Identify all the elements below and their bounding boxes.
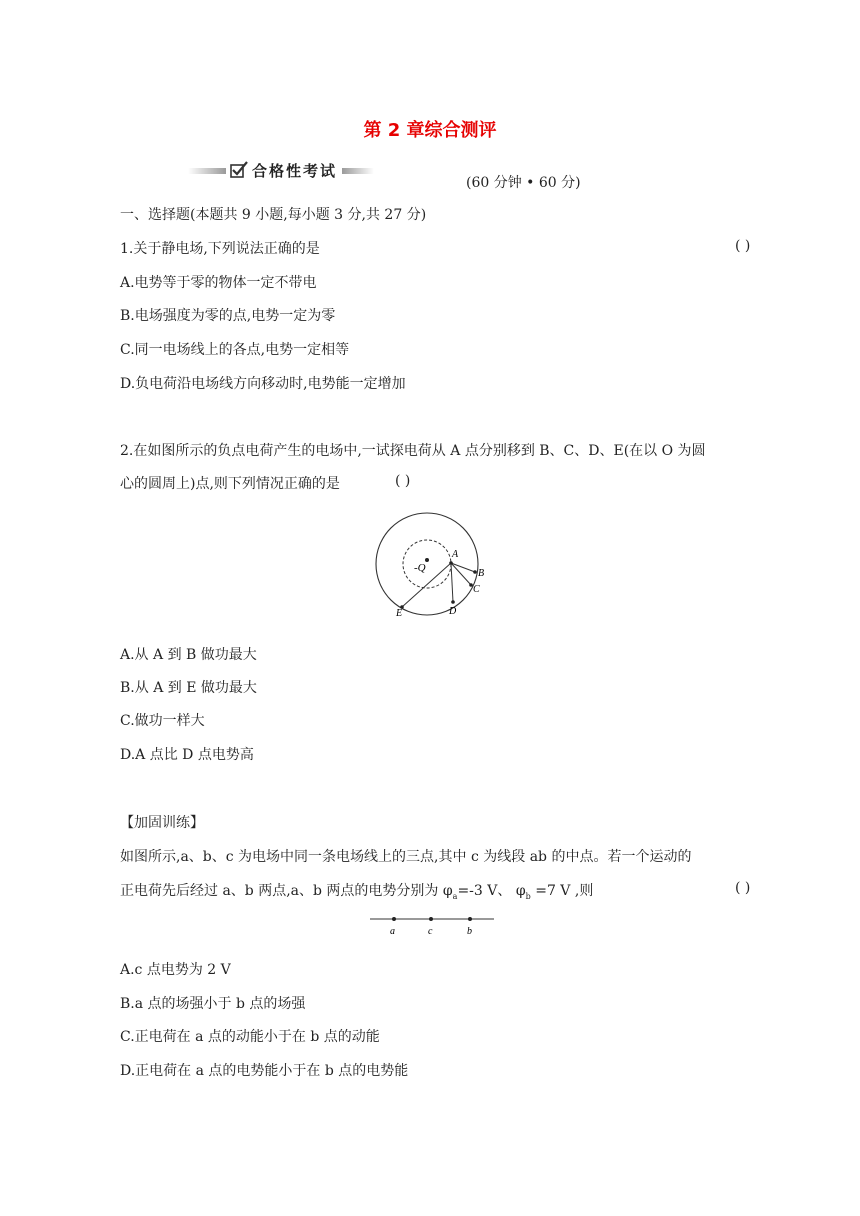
line-a-e — [402, 563, 451, 607]
banner-label: 合格性考试 — [252, 162, 338, 180]
stem-text-part3: =7 V ,则 — [530, 883, 594, 899]
banner-decor-right — [342, 168, 374, 174]
label-d: D — [449, 606, 457, 617]
label-a: A — [452, 549, 459, 560]
reinforce-option-b: B.a 点的场强小于 b 点的场强 — [120, 996, 306, 1012]
q1-stem: 1.关于静电场,下列说法正确的是 — [120, 241, 320, 257]
point-a-dot — [392, 917, 396, 921]
q2-stem-line1: 2.在如图所示的负点电荷产生的电场中,一试探电荷从 A 点分别移到 B、C、D、E(在以 O 为圆 — [120, 443, 706, 459]
q1-option-d: D.负电荷沿电场线方向移动时,电势能一定增加 — [120, 376, 406, 392]
reinforce-stem-line2 — [120, 880, 593, 901]
q2-stem-line2: 心的圆周上)点,则下列情况正确的是 — [120, 476, 340, 492]
q2-option-a: A.从 A 到 B 做功最大 — [120, 647, 257, 663]
charge-label: -Q — [414, 562, 426, 574]
q1-answer-blank: ( ) — [735, 238, 751, 254]
reinforce-stem-line1: 如图所示,a、b、c 为电场中同一条电场线上的三点,其中 c 为线段 ab 的中点。若一个运动的 — [120, 849, 692, 865]
reinforce-answer-blank: ( ) — [735, 880, 751, 896]
point-a — [449, 561, 453, 565]
stem-text-part2: =-3 V、 φ — [457, 883, 526, 899]
page-title: 第 2 章综合测评 — [363, 120, 497, 141]
label-b-small: b — [467, 926, 472, 937]
checkbox-check-icon — [230, 161, 248, 183]
q2-option-b: B.从 A 到 E 做功最大 — [120, 680, 257, 696]
inner-dashed-circle — [403, 540, 451, 588]
reinforce-option-c: C.正电荷在 a 点的动能小于在 b 点的动能 — [120, 1029, 380, 1045]
stem-text-part1: 正电荷先后经过 a、b 两点,a、b 两点的电势分别为 φ — [120, 883, 453, 899]
subscript-a: a — [452, 891, 458, 901]
label-c: C — [473, 584, 480, 595]
point-b-dot — [468, 917, 472, 921]
reinforce-heading: 【加固训练】 — [120, 815, 204, 831]
subscript-b: b — [525, 891, 531, 901]
field-circles-figure — [372, 508, 492, 624]
label-a-small: a — [390, 926, 395, 937]
label-e: E — [396, 608, 403, 619]
q2-answer-blank: ( ) — [395, 473, 411, 489]
time-score-note: (60 分钟 • 60 分) — [466, 175, 581, 191]
point-b — [473, 570, 477, 574]
section-heading: 一、选择题(本题共 9 小题,每小题 3 分,共 27 分) — [120, 207, 427, 223]
point-c-dot — [429, 917, 433, 921]
outer-circle — [376, 513, 478, 615]
reinforce-option-a: A.c 点电势为 2 V — [120, 962, 231, 978]
reinforce-option-d: D.正电荷在 a 点的电势能小于在 b 点的电势能 — [120, 1063, 409, 1079]
point-d — [451, 600, 455, 604]
q1-option-a: A.电势等于零的物体一定不带电 — [120, 275, 317, 291]
label-b: B — [478, 568, 485, 579]
q1-option-b: B.电场强度为零的点,电势一定为零 — [120, 308, 336, 324]
field-line-figure — [368, 912, 498, 938]
line-a-d — [451, 563, 453, 602]
q2-option-c: C.做功一样大 — [120, 713, 205, 729]
q1-option-c: C.同一电场线上的各点,电势一定相等 — [120, 342, 350, 358]
q2-option-d: D.A 点比 D 点电势高 — [120, 747, 254, 763]
banner-decor-left — [188, 168, 226, 174]
label-c-small: c — [428, 926, 433, 937]
exam-type-banner — [188, 158, 374, 184]
